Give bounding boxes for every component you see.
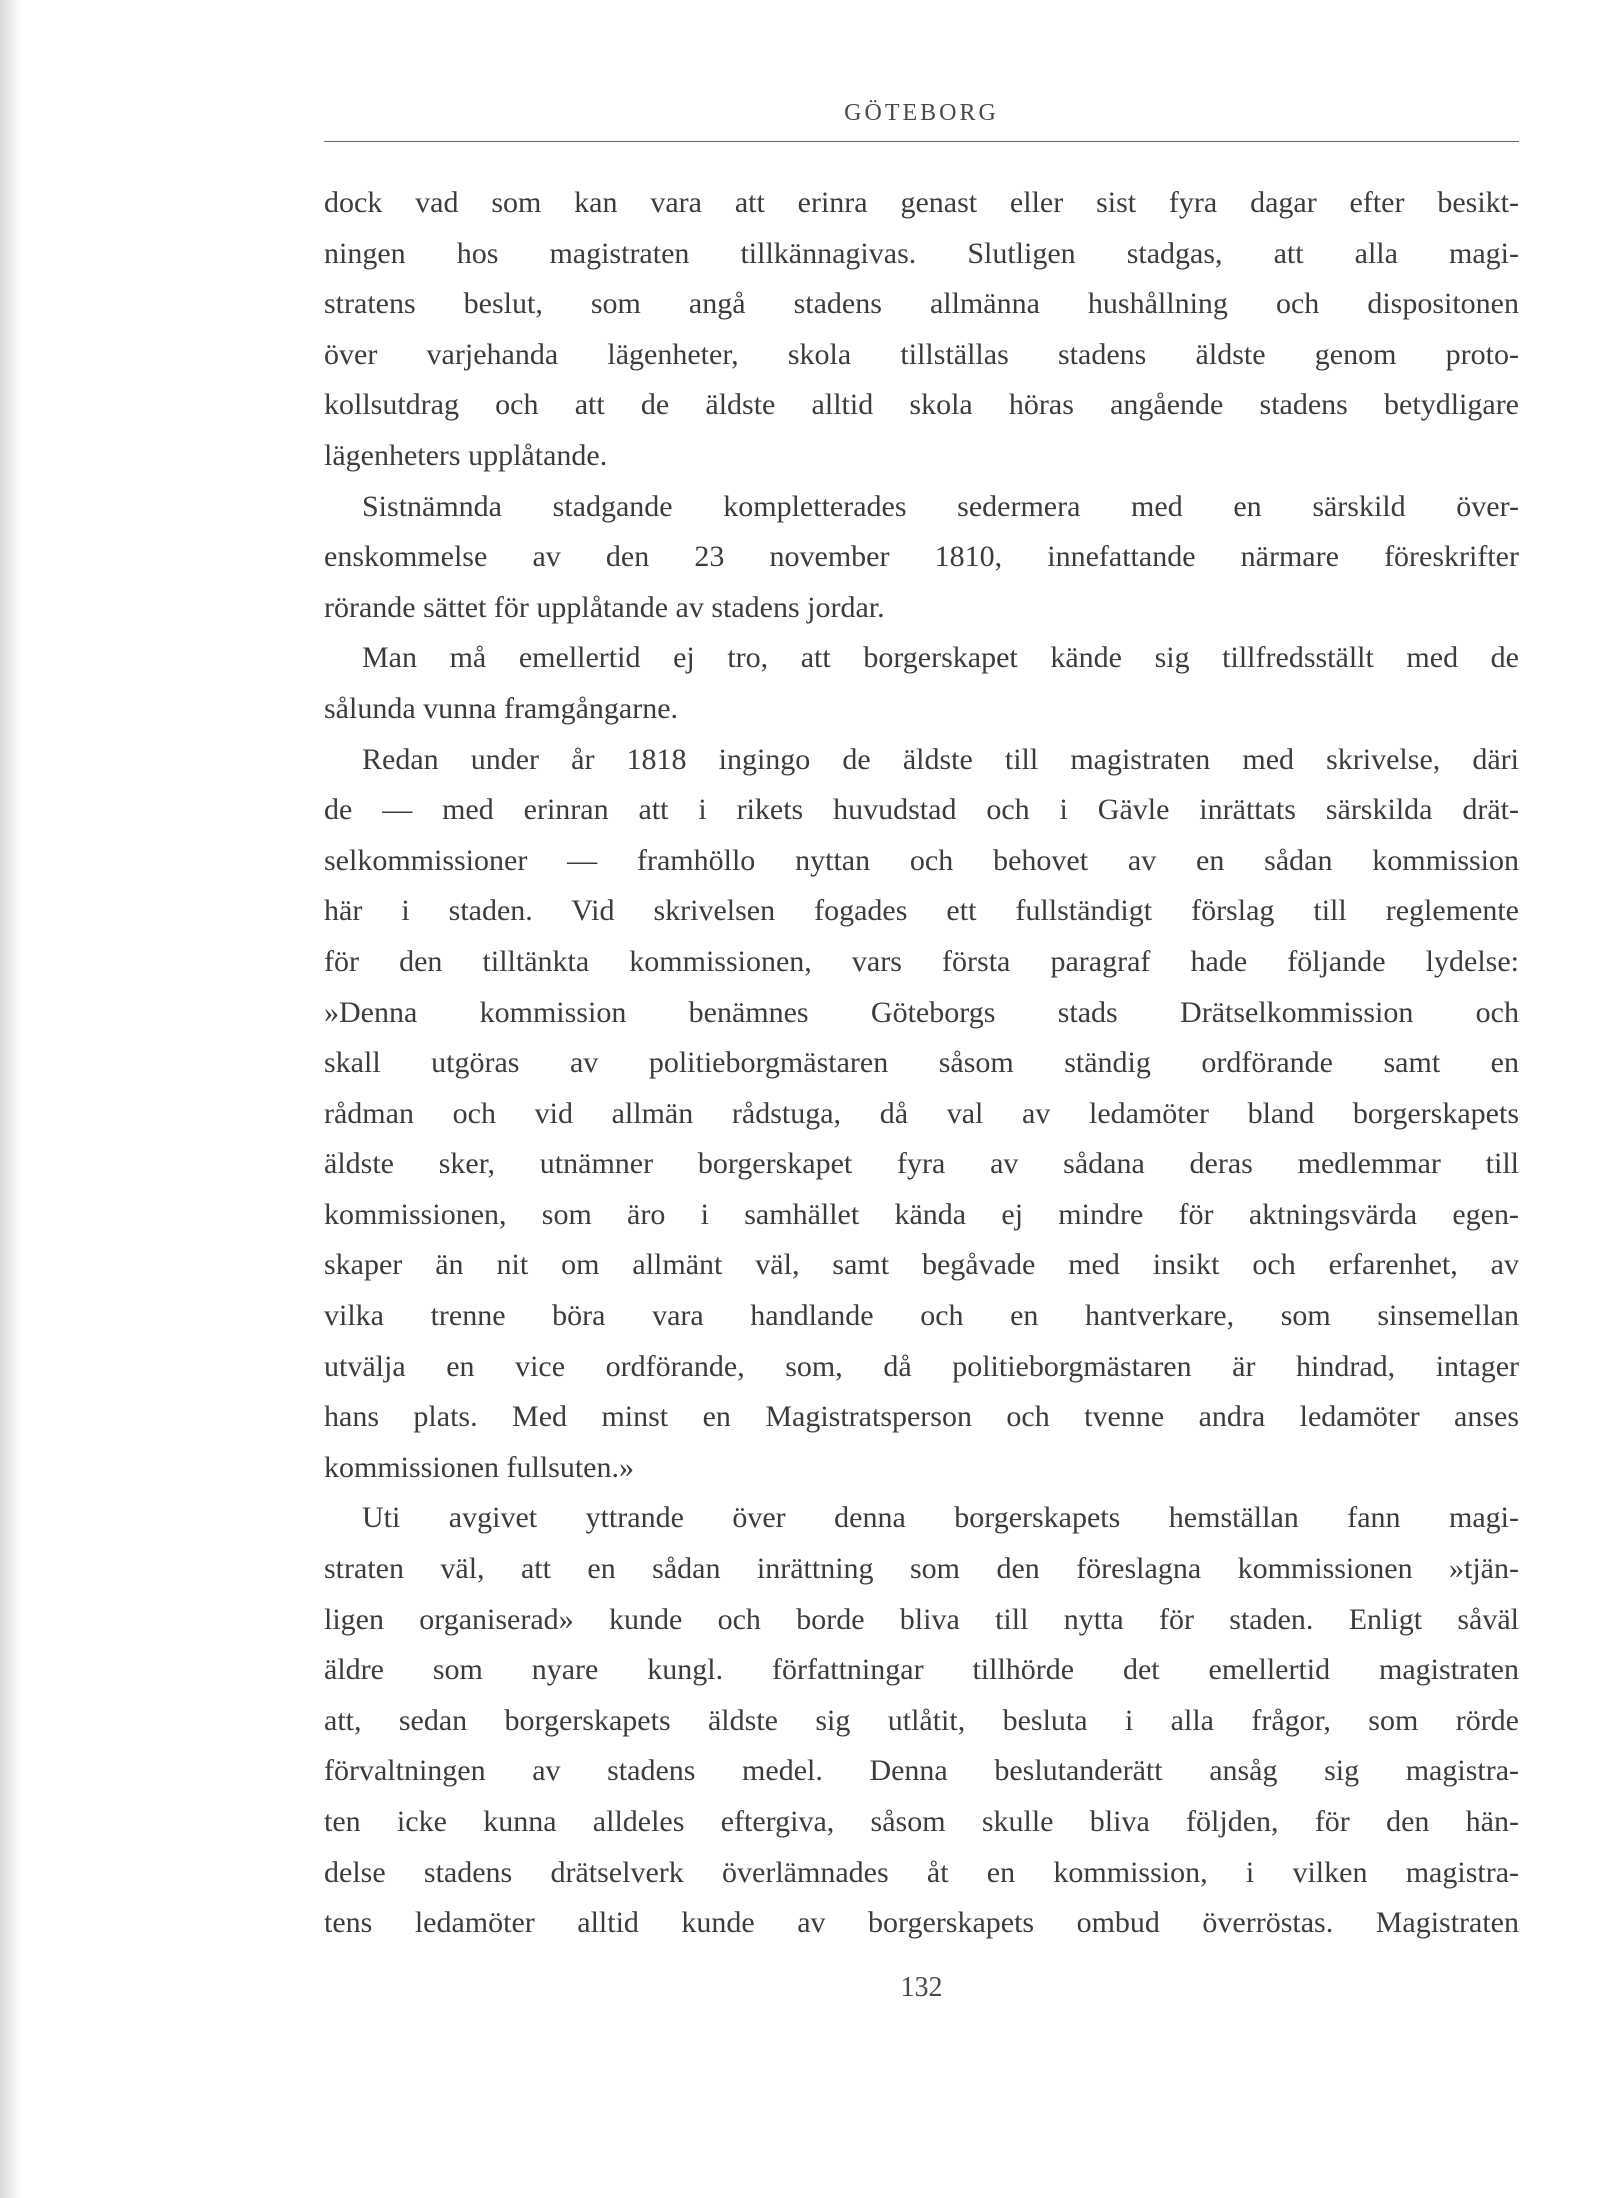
- text-line: dock vad som kan vara att erinra genast eller sist fyra dagar efter besikt-: [324, 186, 1519, 219]
- text-line: lägenheters upplåtande.: [324, 438, 608, 472]
- text-line: äldre som nyare kungl. författningar tillhörde det emellertid magistraten: [324, 1653, 1519, 1687]
- text-line: äldste sker, utnämner borgerskapet fyra av sådana deras medlemmar till: [324, 1147, 1519, 1181]
- text-line: skall utgöras av politieborgmästaren såsom ständig ordförande samt en: [324, 1046, 1519, 1080]
- text-line: selkommissioner — framhöllo nyttan och behovet av en sådan kommission: [324, 843, 1519, 877]
- text-line: Sistnämnda stadgande kompletterades sedermera med en särskild över-: [362, 489, 1519, 523]
- text-line: ten icke kunna alldeles eftergiva, såsom skulle bliva följden, för den hän-: [324, 1805, 1519, 1838]
- scan-edge-shadow: [0, 0, 22, 2198]
- text-line: skaper än nit om allmänt väl, samt begåvade med insikt och erfarenhet, av: [324, 1248, 1519, 1282]
- text-line: vilka trenne böra vara handlande och en hantverkare, som sinsemellan: [324, 1299, 1519, 1333]
- book-page: [324, 0, 1519, 2198]
- page-number: 132: [900, 1972, 943, 2003]
- text-line: »Denna kommission benämnes Göteborgs stads Drätselkommission och: [324, 995, 1519, 1029]
- text-line: tens ledamöter alltid kunde av borgerskapets ombud överröstas. Magistraten: [324, 1906, 1519, 1940]
- text-line: delse stadens drätselverk överlämnades åt en kommission, i vilken magistra-: [324, 1855, 1519, 1889]
- text-line: enskommelse av den 23 november 1810, innefattande närmare föreskrifter: [324, 540, 1519, 574]
- text-line: rörande sättet för upplåtande av stadens jordar.: [324, 590, 885, 624]
- body-text: [324, 178, 1519, 1949]
- text-line: utvälja en vice ordförande, som, då politieborgmästaren är hindrad, intager: [324, 1349, 1519, 1383]
- text-line: Uti avgivet yttrande över denna borgerskapets hemställan fann magi-: [362, 1501, 1519, 1535]
- text-line: hans plats. Med minst en Magistratsperson och tvenne andra ledamöter anses: [324, 1400, 1519, 1434]
- text-line: ligen organiserad» kunde och borde bliva till nytta för staden. Enligt såväl: [324, 1602, 1519, 1636]
- text-line: de — med erinran att i rikets huvudstad och i Gävle inrättats särskilda drät-: [324, 793, 1519, 827]
- text-line: ningen hos magistraten tillkännagivas. Slutligen stadgas, att alla magi-: [324, 236, 1519, 270]
- text-line: över varjehanda lägenheter, skola tillställas stadens äldste genom proto-: [324, 337, 1519, 371]
- text-line: för den tilltänkta kommissionen, vars första paragraf hade följande lydelse:: [324, 944, 1519, 978]
- header-rule: [324, 141, 1519, 142]
- text-line: rådman och vid allmän rådstuga, då val av ledamöter bland borgerskapets: [324, 1096, 1519, 1130]
- text-line: sålunda vunna framgångarne.: [324, 691, 679, 725]
- text-line: kollsutdrag och att de äldste alltid skola höras angående stadens betydligare: [324, 388, 1519, 422]
- text-line: förvaltningen av stadens medel. Denna beslutanderätt ansåg sig magistra-: [324, 1754, 1519, 1788]
- text-line: kommissionen, som äro i samhället kända ej mindre för aktningsvärda egen-: [324, 1197, 1519, 1231]
- text-line: stratens beslut, som angå stadens allmänna hushållning och dispositonen: [324, 287, 1519, 321]
- text-line: straten väl, att en sådan inrättning som den föreslagna kommissionen »tjän-: [324, 1552, 1519, 1586]
- text-line: kommissionen fullsuten.»: [324, 1450, 634, 1484]
- text-line: att, sedan borgerskapets äldste sig utlåtit, besluta i alla frågor, som rörde: [324, 1703, 1519, 1737]
- running-head: GÖTEBORG: [844, 100, 999, 126]
- text-line: Man må emellertid ej tro, att borgerskapet kände sig tillfredsställt med de: [362, 641, 1519, 675]
- text-line: här i staden. Vid skrivelsen fogades ett fullständigt förslag till reglemente: [324, 894, 1519, 928]
- text-line: Redan under år 1818 ingingo de äldste till magistraten med skrivelse, däri: [362, 742, 1519, 776]
